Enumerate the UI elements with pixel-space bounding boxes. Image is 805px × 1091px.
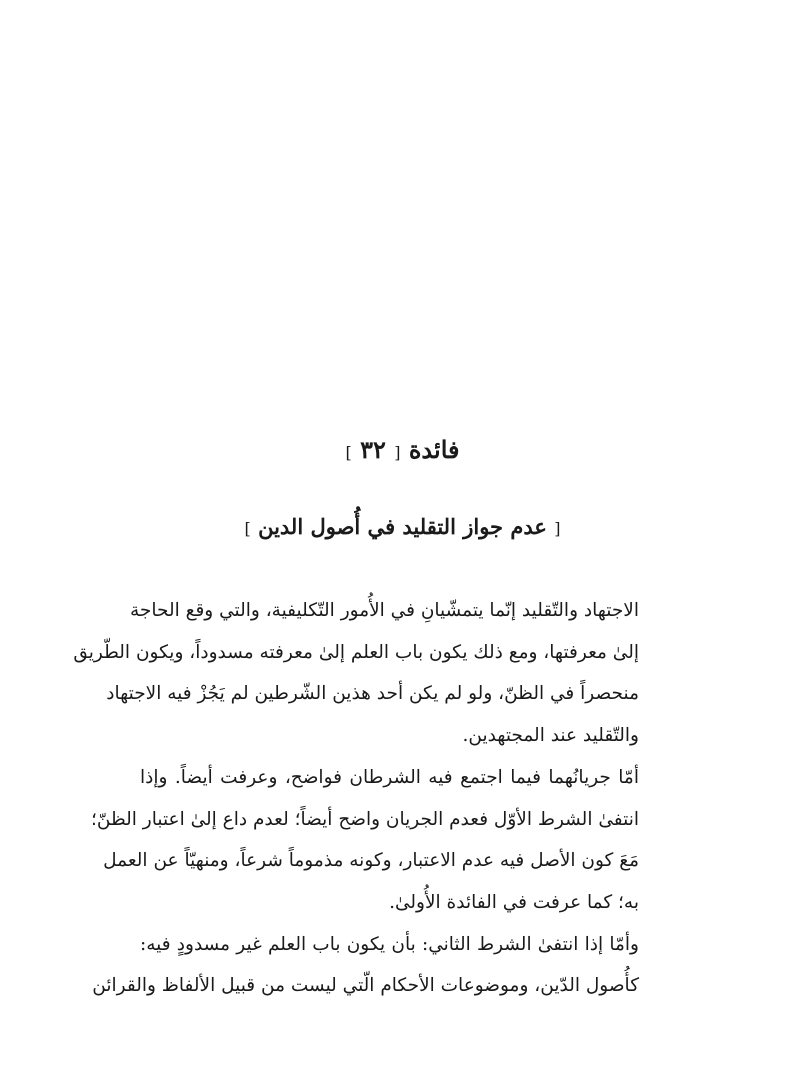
- heading-open-bracket: [: [394, 443, 401, 462]
- paragraph-line: به؛ كما عرفت في الفائدة الأُولىٰ.: [389, 891, 639, 913]
- paragraph-line: إلىٰ معرفتها، ومع ذلك يكون باب العلم إلىٰ معرفته مسدوداً، ويكون الطّريق: [73, 641, 639, 663]
- paragraph-line: وأمّا إذا انتفىٰ الشرط الثاني: بأن يكون باب العلم غير مسدودٍ فيه:: [140, 933, 639, 955]
- paragraph-3: [92, 924, 667, 1007]
- paragraph-line: منحصراً في الظنّ، ولو لم يكن أحد هذين الشّرطين لم يَجُزْ فيه الاجتهاد: [106, 683, 639, 705]
- paragraph-1: [73, 590, 667, 757]
- paragraph-line: انتفىٰ الشرط الأوّل فعدم الجريان واضح أيضاً؛ لعدم داع إلىٰ اعتبار الظنّ؛: [91, 808, 639, 830]
- paragraph-line: مَعَ كون الأصل فيه عدم الاعتبار، وكونه مذموماً شرعاً، ومنهيّاً عن العمل: [103, 850, 639, 872]
- paragraph-line: كأُصول الدّين، وموضوعات الأحكام الّتي ليست من قبيل الألفاظ والقرائن: [92, 975, 639, 997]
- paragraph-line: أمّا جريانُهما فيما اجتمع فيه الشرطان فواضح، وعرفت أيضاً. وإذا: [140, 766, 639, 788]
- heading-close-bracket: ]: [345, 443, 352, 462]
- section-subheading: [0, 510, 805, 546]
- body-text: [73, 590, 667, 1007]
- heading-number: ٣٢: [360, 435, 386, 464]
- subheading-text: عدم جواز التقليد في أُصول الدين: [258, 514, 547, 539]
- subheading-close-bracket: ]: [244, 519, 251, 538]
- paragraph-2: [91, 757, 667, 924]
- subheading-open-bracket: [: [554, 519, 561, 538]
- section-heading: [0, 432, 805, 471]
- paragraph-line: والتّقليد عند المجتهدين.: [462, 725, 639, 747]
- paragraph-line: الاجتهاد والتّقليد إنّما يتمشّيانِ في الأُمور التّكليفية، والتي وقع الحاجة: [130, 600, 639, 621]
- heading-title-word: فائدة: [408, 435, 460, 464]
